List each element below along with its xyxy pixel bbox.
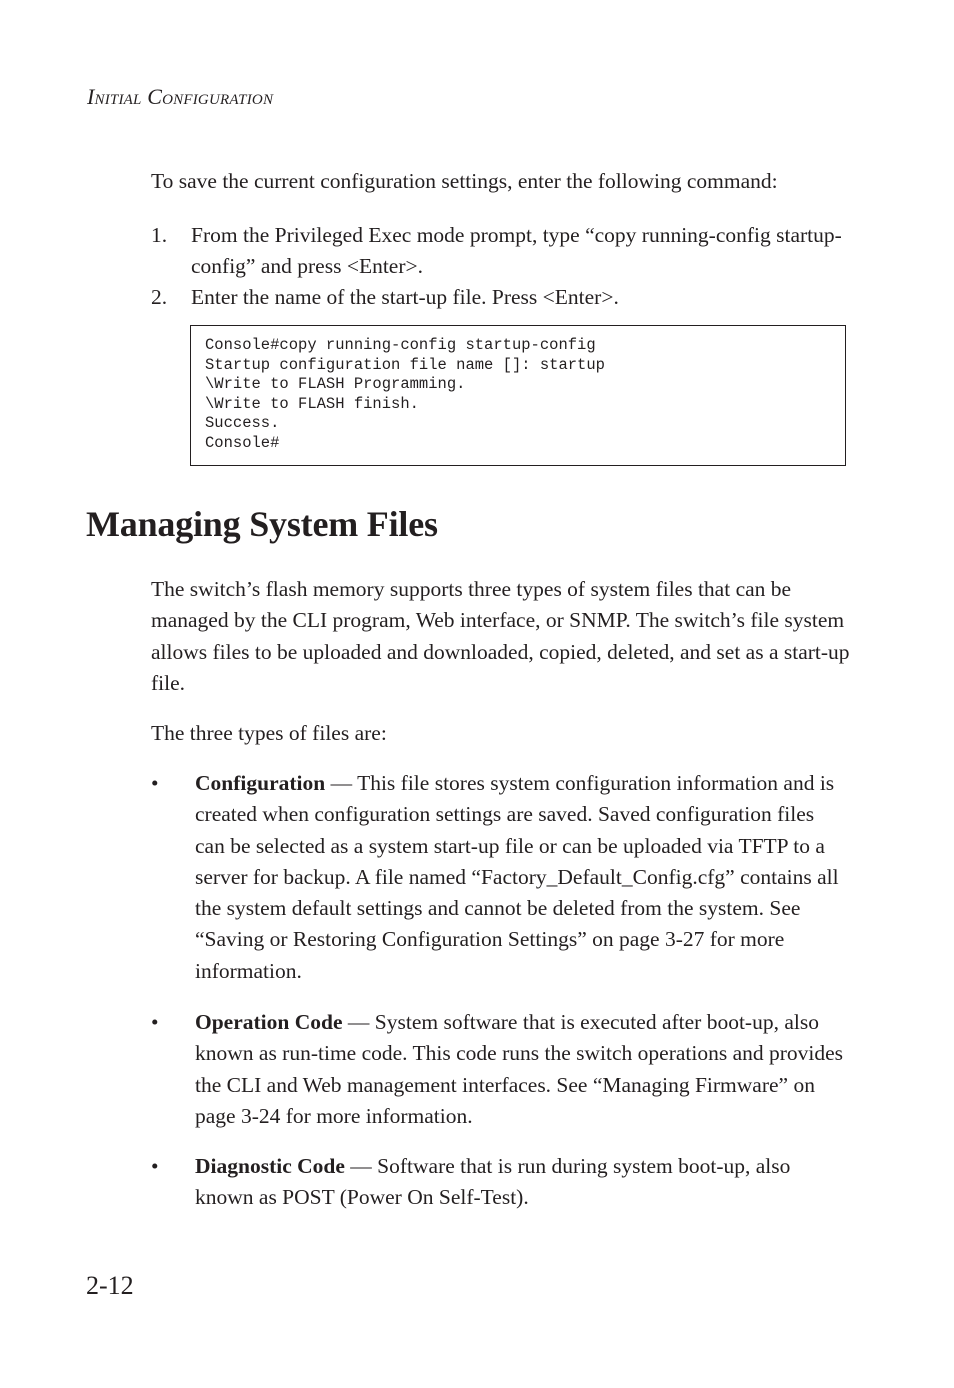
code-line: Startup configuration file name []: startup [205, 355, 605, 374]
bullet-mark: • [151, 1154, 159, 1178]
step-number: 1. [151, 223, 168, 247]
step-2 [151, 282, 851, 313]
bullet-operation-code [151, 1007, 851, 1132]
file-types-intro: The three types of files are: [151, 721, 387, 745]
code-example [190, 325, 846, 466]
bullet-description: — System software that is executed after boot-up, also known as run-time code. This code runs the switch operations and provides the CLI and Web management interfaces. See “Managing Firmware” on page 3-24 for more information. [195, 1010, 844, 1128]
bullet-mark: • [151, 771, 159, 795]
code-line: \Write to FLASH finish. [205, 394, 419, 413]
step-text: Enter the name of the start-up file. Press <Enter>. [191, 285, 619, 309]
bullet-description: — Software that is run during system boot-up, also known as POST (Power On Self-Test). [195, 1154, 791, 1210]
bullet-term: Diagnostic Code [195, 1154, 345, 1178]
bullet-text [195, 1151, 845, 1214]
step-1 [151, 220, 851, 282]
running-header: Initial Configuration [87, 84, 274, 109]
code-line: Success. [205, 414, 280, 432]
bullet-mark: • [151, 1010, 159, 1034]
step-text: From the Privileged Exec mode prompt, type “copy running-config startup-config” and press <Enter>. [191, 223, 842, 278]
step-number: 2. [151, 285, 168, 309]
section-paragraph: The switch’s flash memory supports three types of system files that can be managed by the CLI program, Web interface, or SNMP. The switch’s file system allows files to be uploaded and downloaded, copied, deleted, and set as a start-up file. [151, 577, 850, 695]
code-line: Console#copy running-config startup-config [205, 336, 596, 354]
section-title: Managing System Files [86, 504, 438, 544]
bullet-term: Operation Code [195, 1010, 343, 1034]
intro-paragraph: To save the current configuration settings, enter the following command: [151, 169, 778, 193]
bullet-text [195, 1007, 845, 1132]
code-line: Console# [205, 433, 280, 452]
code-line: \Write to FLASH Programming. [205, 375, 466, 393]
bullet-term: Configuration [195, 771, 326, 795]
bullet-configuration [151, 768, 851, 987]
page-number: 2-12 [86, 1271, 134, 1300]
bullet-description: — This file stores system configuration information and is created when configuration settings are saved. Saved configuration files can be selected as a system start-up file or can be uploaded via TFTP to a server for backup. A file named “Factory_Default_Config.cfg” contains all the system default settings and cannot be deleted from the system. See “Saving or Restoring Configuration Settings” on page 3-27 for more information. [195, 771, 839, 983]
bullet-diagnostic-code [151, 1151, 851, 1214]
bullet-text [195, 768, 845, 987]
